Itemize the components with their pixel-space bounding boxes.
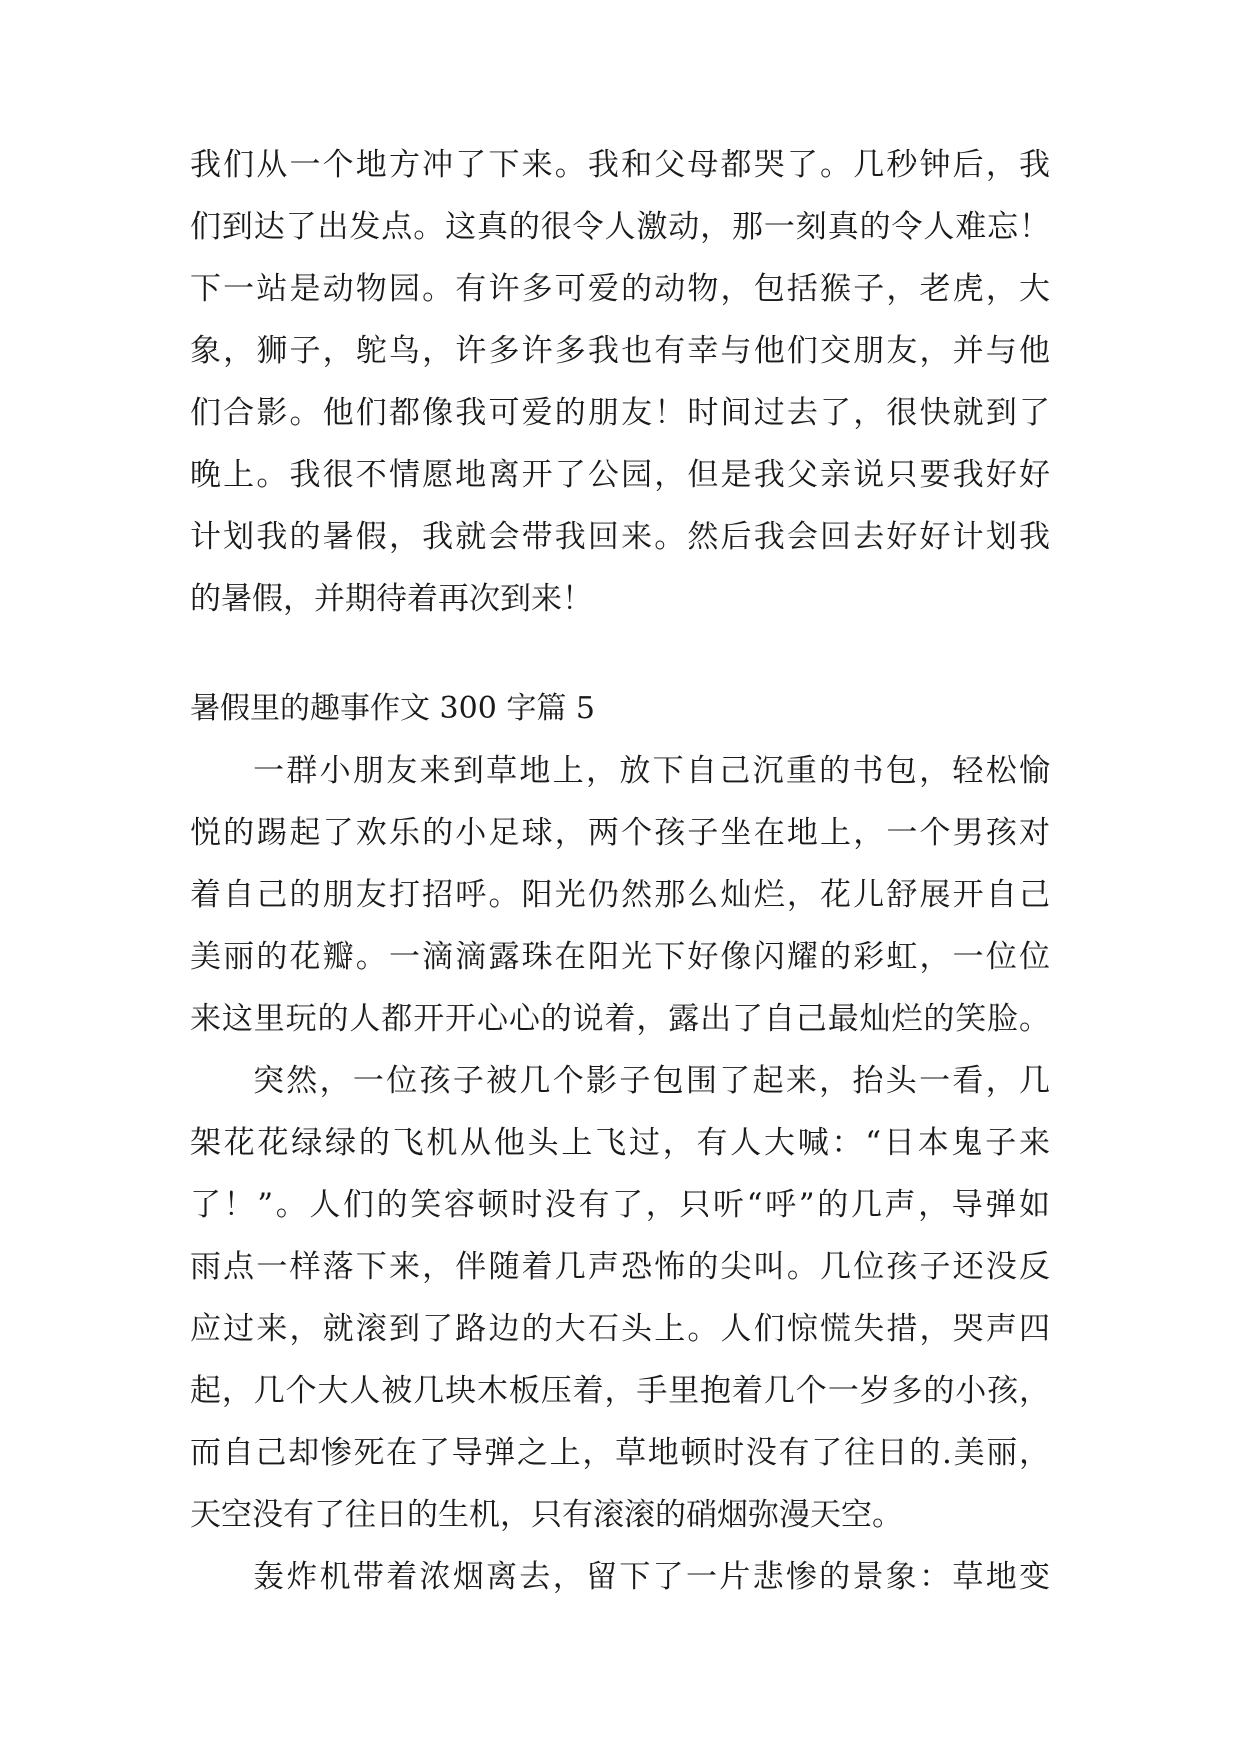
text-line: 我们从一个地方冲了下来。我和父母都哭了。几秒钟后，我 <box>190 147 1050 183</box>
text-line: 应过来，就滚到了路边的大石头上。人们惊慌失措，哭声四 <box>190 1311 1050 1347</box>
text-line: 下一站是动物园。有许多可爱的动物，包括猴子，老虎，大 <box>190 271 1050 307</box>
text-line: 美丽的花瓣。一滴滴露珠在阳光下好像闪耀的彩虹，一位位 <box>190 939 1050 975</box>
text-line: 计划我的暑假，我就会带我回来。然后我会回去好好计划我 <box>190 519 1050 555</box>
section-heading: 暑假里的趣事作文 300 字篇 5 <box>190 691 595 726</box>
text-line: 象，狮子，鸵鸟，许多许多我也有幸与他们交朋友，并与他 <box>190 333 1050 369</box>
text-line: 天空没有了往日的生机，只有滚滚的硝烟弥漫天空。 <box>190 1497 903 1533</box>
text-line: 突然，一位孩子被几个影子包围了起来，抬头一看，几 <box>253 1063 1050 1099</box>
text-line: 晚上。我很不情愿地离开了公园，但是我父亲说只要我好好 <box>190 457 1050 493</box>
text-line: 而自己却惨死在了导弹之上，草地顿时没有了往日的.美丽， <box>190 1435 1050 1471</box>
text-line: 的暑假，并期待着再次到来！ <box>190 581 593 617</box>
text-line: 悦的踢起了欢乐的小足球，两个孩子坐在地上，一个男孩对 <box>190 815 1050 851</box>
text-line: 雨点一样落下来，伴随着几声恐怖的尖叫。几位孩子还没反 <box>190 1249 1050 1285</box>
text-line: 架花花绿绿的飞机从他头上飞过，有人大喊：“日本鬼子来 <box>190 1125 1050 1161</box>
text-line: 起，几个大人被几块木板压着，手里抱着几个一岁多的小孩， <box>190 1373 1050 1409</box>
text-line: 轰炸机带着浓烟离去，留下了一片悲惨的景象：草地变 <box>253 1559 1050 1595</box>
text-line: 来这里玩的人都开开心心的说着，露出了自己最灿烂的笑脸。 <box>190 1001 1050 1037</box>
text-line: 着自己的朋友打招呼。阳光仍然那么灿烂，花儿舒展开自己 <box>190 877 1050 913</box>
text-line: 了！”。人们的笑容顿时没有了，只听“呼”的几声，导弹如 <box>190 1187 1050 1223</box>
text-line: 们到达了出发点。这真的很令人激动，那一刻真的令人难忘！ <box>190 209 1050 245</box>
text-line: 一群小朋友来到草地上，放下自己沉重的书包，轻松愉 <box>253 753 1050 789</box>
text-line: 们合影。他们都像我可爱的朋友！时间过去了，很快就到了 <box>190 395 1050 431</box>
